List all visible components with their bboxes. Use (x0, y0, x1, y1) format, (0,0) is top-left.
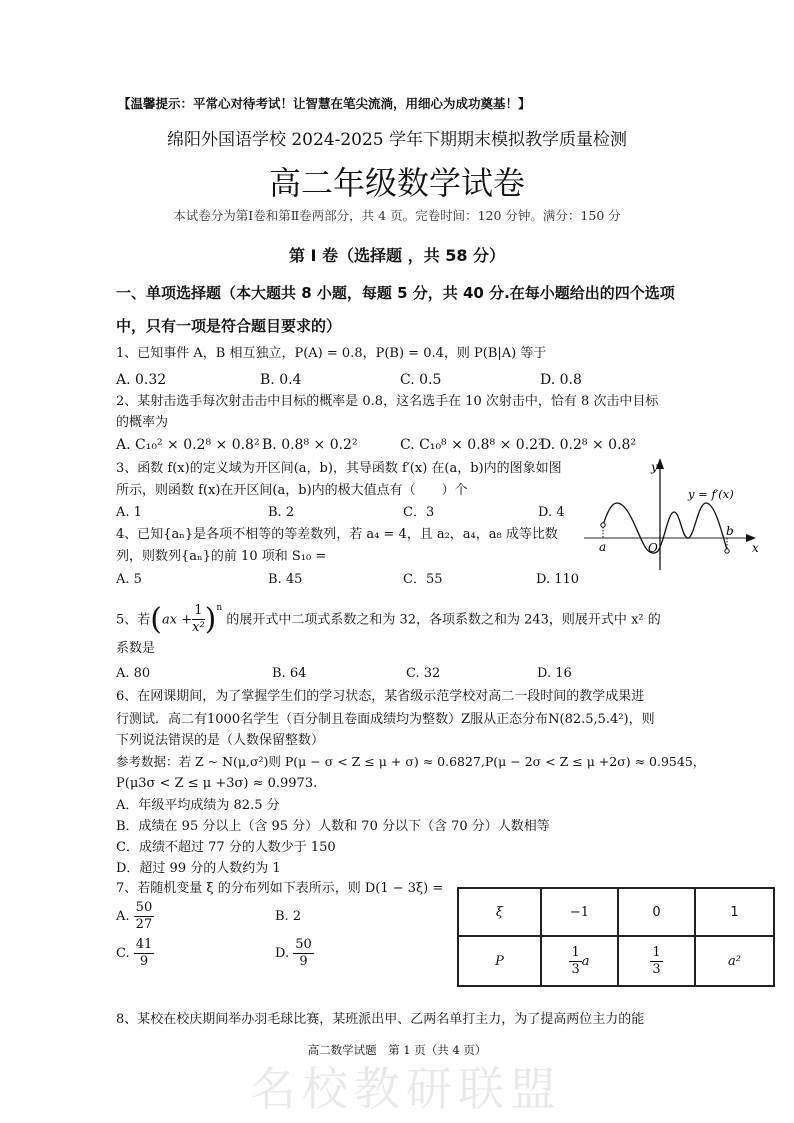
q6-option-a: A．年级平均成绩为 82.5 分 (116, 798, 280, 813)
q8-text: 8、某校在校庆期间举办羽毛球比赛，某班派出甲、乙两名单打主力，为了提高两位主力的能 (116, 1012, 645, 1027)
q4-text-2: 列，则数列{aₙ}的前 10 项和 S₁₀ = (116, 549, 327, 564)
q1-text: 1、已知事件 A，B 相互独立，P(A) = 0.8，P(B) = 0.4，则 P(B|A) 等于 (116, 346, 547, 361)
q2-option-b: B. 0.8⁸ × 0.2² (262, 437, 358, 453)
y-label: y (651, 460, 658, 474)
table-cell (541, 936, 618, 986)
table-cell: 1 (695, 888, 774, 936)
p1-num: 1 (571, 944, 580, 960)
endpoint-a (601, 523, 605, 527)
p1-den: 3 (571, 961, 580, 977)
q5-option-b: B. 64 (272, 666, 307, 681)
q4-option-c: C．55 (403, 572, 443, 587)
q2-option-c: C. C₁₀⁸ × 0.8⁸ × 0.2² (400, 437, 544, 453)
p2-den: 3 (652, 961, 661, 977)
q6-text-3: 下列说法错误的是（人数保留整数） (116, 733, 325, 748)
q5-text-2: 系数是 (116, 641, 156, 656)
q2-text-2: 的概率为 (116, 415, 169, 430)
q5-text-1: 5、若(ax + $\frac{1}{\text{x²}})^n$ 的展开式中二项式系数之和为 32，各项系数之和为 243，则展开式中 x² 的 (116, 601, 661, 637)
q3-text-2: 所示，则函数 f(x)在开区间(a，b)内的极大值点有（ ）个 (116, 483, 468, 498)
p2-num: 1 (652, 944, 661, 960)
q7-a-num: 50 (135, 900, 153, 915)
q5-exp: n (216, 603, 223, 613)
q6-text-2: 行测试．高二有1000名学生（百分制且卷面成绩均为整数）Z服从正态分布N(82.5,5.4²)，则 (116, 712, 655, 727)
table-cell: 0 (618, 888, 695, 936)
x-label: x (752, 541, 759, 555)
q4-text-1: 4、已知{aₙ}是各项不相等的等差数列，若 a₄ = 4，且 a₂，a₄，a₈ 成等比数 (116, 527, 558, 542)
q2-text-1: 2、某射击选手每次射击击中目标的概率是 0.8，这名选手在 10 次射击中，恰有 8 次击中目标 (116, 394, 659, 409)
q7-d-label: D. (275, 946, 290, 961)
p-label: P (495, 953, 504, 969)
q1-option-a: A. 0.32 (116, 372, 167, 388)
part-heading-2: 中，只有一项是符合题目要求的） (116, 317, 342, 335)
table-cell (458, 936, 541, 986)
q5-option-c: C. 32 (406, 666, 441, 681)
part-heading-1: 一、单项选择题（本大题共 8 小题，每题 5 分，共 40 分.在每小题给出的四个选项 (116, 284, 675, 302)
section-title: 第 I 卷（选择题 ，共 58 分） (288, 246, 506, 265)
derivative-graph (584, 455, 774, 570)
xi-header: ξ (495, 904, 504, 920)
page-footer: 高二数学试题 第 1 页（共 4 页） (307, 1043, 487, 1057)
q5-num: 1 (192, 603, 205, 620)
q7-option-d (275, 937, 314, 970)
q7-option-b: B. 2 (275, 909, 302, 924)
distribution-table (457, 887, 775, 987)
q1-option-b: B. 0.4 (260, 372, 302, 388)
q7-c-label: C. (116, 946, 130, 961)
q3-text-1: 3、函数 f(x)的定义域为开区间(a，b)，其导函数 f′(x) 在(a，b)内的图象如图 (116, 461, 562, 476)
q7-option-c (116, 937, 154, 970)
q3-option-a: A. 1 (116, 505, 142, 520)
watermark: 名校教研联盟 (250, 1062, 562, 1116)
table-cell (618, 936, 695, 986)
curve-label: y = f′(x) (688, 487, 734, 501)
p1-var: a (581, 953, 590, 969)
q5-den: x² (192, 620, 205, 636)
q3-option-b: B. 2 (268, 505, 295, 520)
q5-prefix: 5、若 (116, 612, 151, 628)
q5-option-a: A. 80 (116, 666, 151, 681)
q6-reference-1: 参考数据：若 Z ~ N(μ,σ²)则 P(μ − σ < Z ≤ μ + σ) ≈ 0.6827,P(μ − 2σ < Z ≤ μ +2σ) ≈ 0.9545， (116, 754, 706, 769)
q6-option-d: D．超过 99 分的人数约为 1 (116, 861, 281, 876)
q7-c-num: 41 (135, 937, 153, 952)
subtitle: 本试卷分为第Ⅰ卷和第Ⅱ卷两部分，共 4 页。完卷时间：120 分钟。满分：150 分 (173, 208, 621, 223)
q7-d-num: 50 (295, 937, 312, 952)
q2-option-a: A. C₁₀² × 0.2⁸ × 0.8² (116, 437, 260, 453)
b-label: b (726, 524, 734, 538)
school-line: 绵阳外国语学校 2024-2025 学年下期期末模拟教学质量检测 (166, 130, 628, 150)
q7-a-den: 27 (135, 917, 153, 932)
q4-option-d: D. 110 (536, 572, 580, 587)
q7-text: 7、若随机变量 ξ 的分布列如下表所示，则 D(1 − 3ξ) = (116, 881, 444, 896)
notice: 【温馨提示：平常心对待考试！让智慧在笔尖流淌，用细心为成功奠基！】 (118, 96, 531, 111)
q5-rest: 的展开式中二项式系数之和为 32，各项系数之和为 243，则展开式中 x² 的 (226, 612, 661, 628)
q7-option-a (116, 900, 154, 933)
q7-c-den: 9 (139, 954, 149, 969)
q3-option-d: D. 4 (538, 505, 565, 520)
q4-option-b: B. 45 (268, 572, 303, 587)
q6-option-c: C．成绩不超过 77 分的人数少于 150 (116, 840, 336, 855)
table-cell: −1 (541, 888, 618, 936)
q2-option-d: D. 0.2⁸ × 0.8² (540, 437, 637, 453)
a-label: a (599, 540, 607, 554)
q1-option-d: D. 0.8 (540, 372, 582, 388)
endpoint-b (725, 549, 729, 553)
q5-fraction (192, 603, 205, 636)
table-row (458, 936, 774, 986)
derivative-curve (603, 503, 727, 553)
q7-d-den: 9 (299, 954, 308, 969)
q7-a-label: A. (116, 909, 130, 924)
p3-value: a² (728, 953, 741, 969)
q1-option-c: C. 0.5 (400, 372, 442, 388)
page-title: 高二年级数学试卷 (268, 164, 525, 202)
q5-expr-left: ax + (162, 612, 193, 628)
q4-option-a: A. 5 (116, 572, 142, 587)
q6-option-b: B．成绩在 95 分以上（含 95 分）人数和 70 分以下（含 70 分）人数相等 (116, 819, 550, 834)
q5-option-d: D. 16 (537, 666, 572, 681)
table-row (458, 888, 774, 936)
q3-option-c: C．3 (403, 505, 435, 520)
table-cell (695, 936, 774, 986)
q6-reference-2: P(μ3σ < Z ≤ μ +3σ) ≈ 0.9973. (116, 776, 318, 791)
table-cell (458, 888, 541, 936)
q6-text-1: 6、在网课期间，为了掌握学生们的学习状态，某省级示范学校对高二一段时间的教学成果进 (116, 689, 645, 704)
origin-label: O (648, 541, 658, 555)
